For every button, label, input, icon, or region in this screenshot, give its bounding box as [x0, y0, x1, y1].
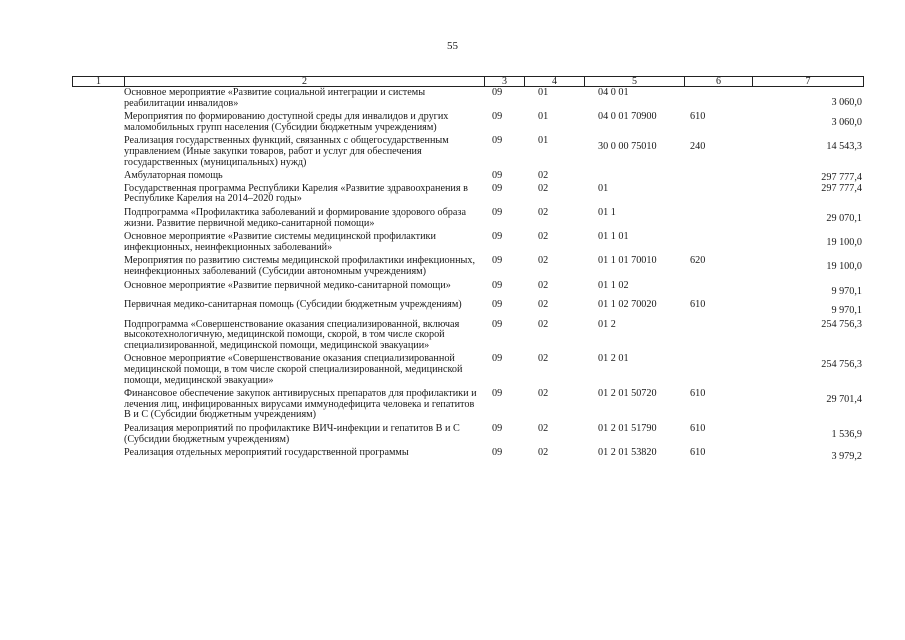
- row-amount: 14 543,3: [826, 141, 862, 153]
- row-amount: 3 060,0: [831, 117, 862, 129]
- row-description: Основное мероприятие «Совершенствование оказания специализированной медицинской помощи, в том числе скорой специализированной, медицинской помощи, медицинской эвакуации»: [124, 353, 463, 386]
- row-description: Основное мероприятие «Развитие социальной интеграции и системы реабилитации инвалидов»: [124, 87, 426, 109]
- row-section: 09: [492, 111, 503, 123]
- row-section: 09: [492, 353, 503, 365]
- table-row: [72, 88, 864, 109]
- row-description: Основное мероприятие «Развитие системы медицинской профилактики инфекционных, неинфекционных заболеваний»: [124, 231, 436, 253]
- table-row: [72, 184, 864, 205]
- row-target-article: 01 2 01 50720: [598, 388, 657, 400]
- row-description: Мероприятия по развитию системы медицинской профилактики инфекционных, неинфекционных заболеваний (Субсидии автономным учреждениям): [124, 255, 476, 277]
- row-amount: 29 701,4: [826, 394, 862, 406]
- row-section: 09: [492, 206, 503, 218]
- row-amount: 1 536,9: [831, 429, 862, 441]
- row-description: Реализация государственных функций, связанных с общегосударственным управлением (Иные закупки товаров, работ и услуг для обеспечения государственных (муниципальных) нужд): [124, 135, 449, 168]
- row-amount: 9 970,1: [831, 305, 862, 317]
- row-expense-type: 610: [690, 299, 706, 311]
- table-row: [72, 136, 864, 168]
- row-subsection: 01: [538, 111, 549, 123]
- row-subsection: 02: [538, 182, 549, 194]
- row-subsection: 02: [538, 255, 549, 267]
- row-subsection: 01: [538, 135, 549, 147]
- row-description: Основное мероприятие «Развитие первичной медико-санитарной помощи»: [124, 279, 451, 291]
- row-expense-type: [684, 171, 752, 184]
- row-section: 09: [492, 255, 503, 267]
- row-section: 09: [492, 299, 503, 311]
- row-amount: 254 756,3: [821, 359, 862, 371]
- table-row: [72, 389, 864, 421]
- row-target-article: 01 1 02 70020: [598, 299, 657, 311]
- row-expense-type: 610: [690, 388, 706, 400]
- column-header: 6: [685, 77, 753, 86]
- row-section: 09: [492, 135, 503, 147]
- row-section: 09: [492, 231, 503, 243]
- row-amount: 297 777,4: [821, 182, 862, 194]
- row-subsection: 02: [538, 279, 549, 291]
- row-description: Реализация отдельных мероприятий государственной программы: [124, 447, 409, 459]
- budget-table-body: [72, 88, 864, 466]
- column-header: 3: [485, 77, 525, 86]
- table-row: [72, 424, 864, 445]
- row-amount: 254 756,3: [821, 318, 862, 330]
- table-row: [72, 354, 864, 386]
- table-header: [72, 76, 864, 87]
- row-description: Финансовое обеспечение закупок антивирусных препаратов для профилактики и лечения лиц, инфицированных вирусами иммунодефицита человека и гепатитов B и C (Субсидии бюджетным учреждениям): [124, 388, 477, 421]
- row-target-article: 01 2 01: [598, 353, 629, 365]
- row-target-article: 01: [598, 182, 609, 194]
- row-expense-type: [684, 354, 752, 386]
- row-amount: 9 970,1: [831, 285, 862, 297]
- row-description: Подпрограмма «Профилактика заболеваний и формирование здорового образа жизни. Развитие первичной медико-санитарной помощи»: [124, 206, 466, 229]
- row-section: 09: [492, 318, 503, 330]
- row-subsection: 02: [538, 170, 549, 182]
- row-section: 09: [492, 170, 503, 182]
- row-target-article: 30 0 00 75010: [598, 141, 657, 153]
- table-row: [72, 448, 864, 463]
- row-expense-type: 610: [690, 447, 706, 459]
- column-header: 4: [525, 77, 585, 86]
- table-row: [72, 320, 864, 352]
- row-expense-type: [684, 208, 752, 229]
- column-header: 1: [73, 77, 125, 86]
- row-section: 09: [492, 182, 503, 194]
- row-subsection: 02: [538, 231, 549, 243]
- row-amount: 29 070,1: [826, 212, 862, 224]
- row-subsection: 02: [538, 388, 549, 400]
- row-target-article: 04 0 01 70900: [598, 111, 657, 123]
- row-subsection: 02: [538, 423, 549, 435]
- row-target-article: 04 0 01: [598, 87, 629, 98]
- row-target-article: 01 1: [598, 206, 616, 218]
- table-row: [72, 171, 864, 184]
- row-amount: 19 100,0: [826, 237, 862, 249]
- row-amount: 19 100,0: [826, 261, 862, 273]
- table-row: [72, 256, 864, 277]
- row-section: 09: [492, 87, 503, 98]
- row-subsection: 02: [538, 447, 549, 459]
- column-header: 2: [125, 77, 485, 86]
- column-header: 5: [585, 77, 685, 86]
- row-section: 09: [492, 388, 503, 400]
- row-description: Подпрограмма «Совершенствование оказания специализированной, включая высокотехнологичную, медицинской помощи, скорой, в том числе скорой специализированной, медицинской помощи, медицинской эвакуации»: [124, 318, 460, 351]
- row-expense-type: 610: [690, 111, 706, 123]
- row-expense-type: [684, 232, 752, 253]
- column-header: 7: [805, 76, 811, 87]
- row-expense-type: 620: [690, 255, 706, 267]
- row-expense-type: [684, 184, 752, 205]
- table-row: [72, 300, 864, 317]
- row-amount: 3 979,2: [831, 451, 862, 463]
- row-description: Реализация мероприятий по профилактике ВИЧ-инфекции и гепатитов B и C (Субсидии бюджетным учреждениям): [124, 423, 460, 445]
- row-subsection: 01: [538, 87, 549, 98]
- row-expense-type: [684, 88, 752, 109]
- row-description: Мероприятия по формированию доступной среды для инвалидов и других маломобильных групп населения (Субсидии бюджетным учреждениям): [124, 111, 449, 133]
- row-expense-type: [684, 320, 752, 352]
- row-subsection: 02: [538, 206, 549, 218]
- row-section: 09: [492, 447, 503, 459]
- row-description: Первичная медико-санитарная помощь (Субсидии бюджетным учреждениям): [124, 299, 462, 311]
- row-amount: 297 777,4: [821, 172, 862, 184]
- row-subsection: 02: [538, 318, 549, 330]
- row-expense-type: 610: [690, 423, 706, 435]
- table-row: [72, 208, 864, 229]
- row-target-article: 01 1 02: [598, 279, 629, 291]
- row-subsection: 02: [538, 353, 549, 365]
- row-description: Государственная программа Республики Карелия «Развитие здравоохранения в Республике Карелия на 2014–2020 годы»: [124, 182, 468, 205]
- table-row: [72, 232, 864, 253]
- row-target-article: 01 1 01: [598, 231, 629, 243]
- row-target-article: 01 1 01 70010: [598, 255, 657, 267]
- row-expense-type: 240: [690, 141, 706, 153]
- page-number: 55: [447, 40, 458, 52]
- row-section: 09: [492, 279, 503, 291]
- table-row: [72, 112, 864, 133]
- row-section: 09: [492, 423, 503, 435]
- row-amount: 3 060,0: [831, 97, 862, 108]
- row-target-article: 01 2 01 51790: [598, 423, 657, 435]
- row-target-article: 01 2 01 53820: [598, 447, 657, 459]
- row-description: Амбулаторная помощь: [124, 170, 223, 182]
- table-row: [72, 281, 864, 298]
- row-subsection: 02: [538, 299, 549, 311]
- row-target-article: [584, 171, 684, 184]
- row-expense-type: [684, 281, 752, 298]
- row-target-article: 01 2: [598, 318, 616, 330]
